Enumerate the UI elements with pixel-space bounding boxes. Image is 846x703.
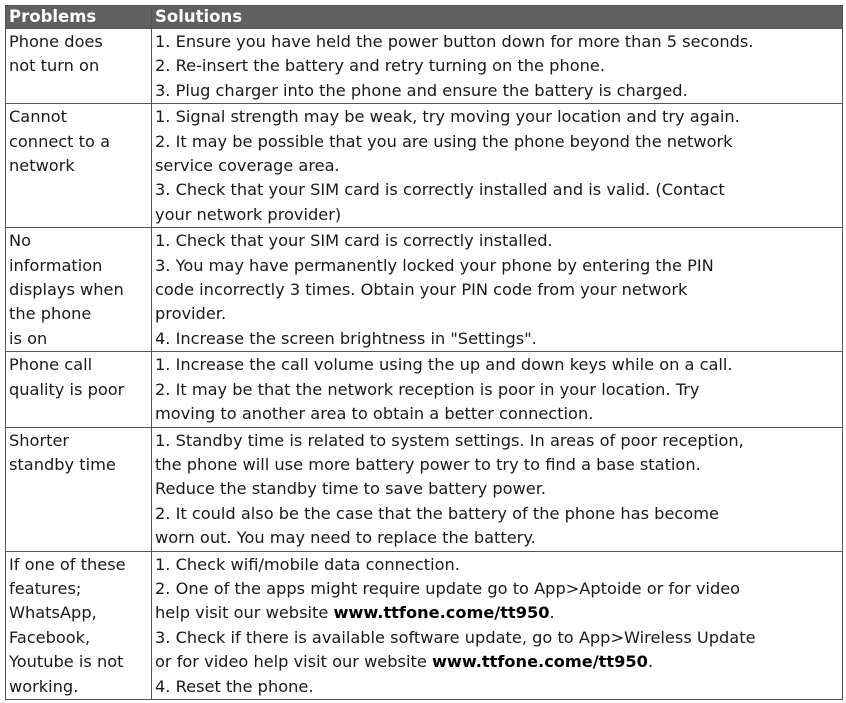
solution-cell: [152, 228, 843, 352]
solution-line: 4. Reset the phone.: [155, 676, 314, 696]
solution-line: 2. Re-insert the battery and retry turning on the phone.: [155, 56, 605, 76]
solution-line: 3. Check if there is available software update, go to App>Wireless Update: [155, 627, 756, 647]
problem-line: If one of these: [9, 554, 126, 574]
solution-line: service coverage area.: [155, 156, 340, 176]
solution-line: 4. Increase the screen brightness in "Settings".: [155, 328, 537, 348]
solution-line: 1. Check that your SIM card is correctly installed.: [155, 231, 553, 251]
solution-line: 1. Increase the call volume using the up and down keys while on a call.: [155, 355, 733, 375]
solution-line: 2. It may be possible that you are using the phone beyond the network: [155, 131, 733, 151]
problem-line: Phone does: [9, 32, 103, 51]
problem-line: network: [9, 156, 75, 176]
problem-line: Phone call: [9, 355, 93, 375]
problem-cell: [6, 104, 152, 228]
solution-cell: [152, 104, 843, 228]
solution-line: 3. Plug charger into the phone and ensure the battery is charged.: [155, 80, 688, 100]
solution-line: 1. Standby time is related to system settings. In areas of poor reception,: [155, 430, 744, 450]
table-row: [6, 551, 843, 699]
solution-line: the phone will use more battery power to try to find a base station.: [155, 454, 701, 474]
solution-line: 2. One of the apps might require update go to App>Aptoide or for video: [155, 578, 741, 598]
solution-cell: [152, 551, 843, 699]
solution-text: help visit our website: [155, 603, 334, 623]
solution-line: [155, 601, 839, 625]
problem-line: WhatsApp,: [9, 603, 97, 623]
troubleshooting-table: [5, 5, 843, 700]
problem-line: displays when: [9, 280, 124, 300]
problem-line: connect to a: [9, 131, 110, 151]
solution-text: or for video help visit our website: [155, 652, 432, 672]
problem-line: Cannot: [9, 107, 67, 127]
website-link[interactable]: www.ttfone.come/tt950: [431, 652, 648, 672]
solution-line: Reduce the standby time to save battery power.: [155, 479, 547, 499]
solution-line: 1. Signal strength may be weak, try moving your location and try again.: [155, 107, 740, 127]
solution-text: .: [549, 603, 555, 623]
problem-cell: [6, 29, 152, 104]
header-problems: Problems: [6, 6, 152, 29]
solution-text: .: [647, 652, 654, 672]
solution-line: code incorrectly 3 times. Obtain your PIN code from your network: [155, 280, 688, 300]
solution-line: 2. It may be that the network reception is poor in your location. Try: [155, 379, 700, 399]
problem-line: Facebook,: [9, 627, 91, 647]
problem-cell: [6, 427, 152, 551]
solution-line: [155, 650, 839, 674]
solution-cell: [152, 352, 843, 427]
problem-line: Shorter: [9, 430, 70, 450]
solution-cell: [152, 29, 843, 104]
solution-line: 2. It could also be the case that the battery of the phone has become: [155, 503, 719, 523]
solution-line: worn out. You may need to replace the battery.: [155, 528, 536, 548]
solution-line: 3. You may have permanently locked your phone by entering the PIN: [155, 255, 714, 275]
problem-line: the phone: [9, 304, 92, 324]
solution-line: 1. Ensure you have held the power button down for more than 5 seconds.: [155, 32, 754, 51]
problem-line: standby time: [9, 454, 116, 474]
problem-line: Youtube is not: [9, 652, 124, 672]
solution-line: provider.: [155, 304, 227, 324]
solution-line: 1. Check wifi/mobile data connection.: [155, 554, 460, 574]
header-solutions: Solutions: [152, 6, 843, 29]
problem-line: features;: [9, 578, 82, 598]
table-row: [6, 427, 843, 551]
solution-line: moving to another area to obtain a better connection.: [155, 404, 594, 424]
problem-line: information: [9, 255, 103, 275]
solution-line: 3. Check that your SIM card is correctly installed and is valid. (Contact: [155, 180, 725, 200]
problem-cell: [6, 228, 152, 352]
problem-line: No: [9, 231, 32, 251]
troubleshooting-table-wrapper: [5, 5, 842, 700]
table-row: [6, 29, 843, 104]
problem-line: quality is poor: [9, 379, 125, 399]
problem-line: not turn on: [9, 56, 100, 76]
table-row: [6, 228, 843, 352]
website-link[interactable]: www.ttfone.come/tt950: [333, 603, 550, 623]
table-row: [6, 104, 843, 228]
problem-line: is on: [9, 328, 48, 348]
header-row: [6, 6, 843, 29]
table-row: [6, 352, 843, 427]
problem-line: working.: [9, 676, 79, 696]
problem-cell: [6, 551, 152, 699]
solution-cell: [152, 427, 843, 551]
solution-line: your network provider): [155, 204, 342, 224]
problem-cell: [6, 352, 152, 427]
